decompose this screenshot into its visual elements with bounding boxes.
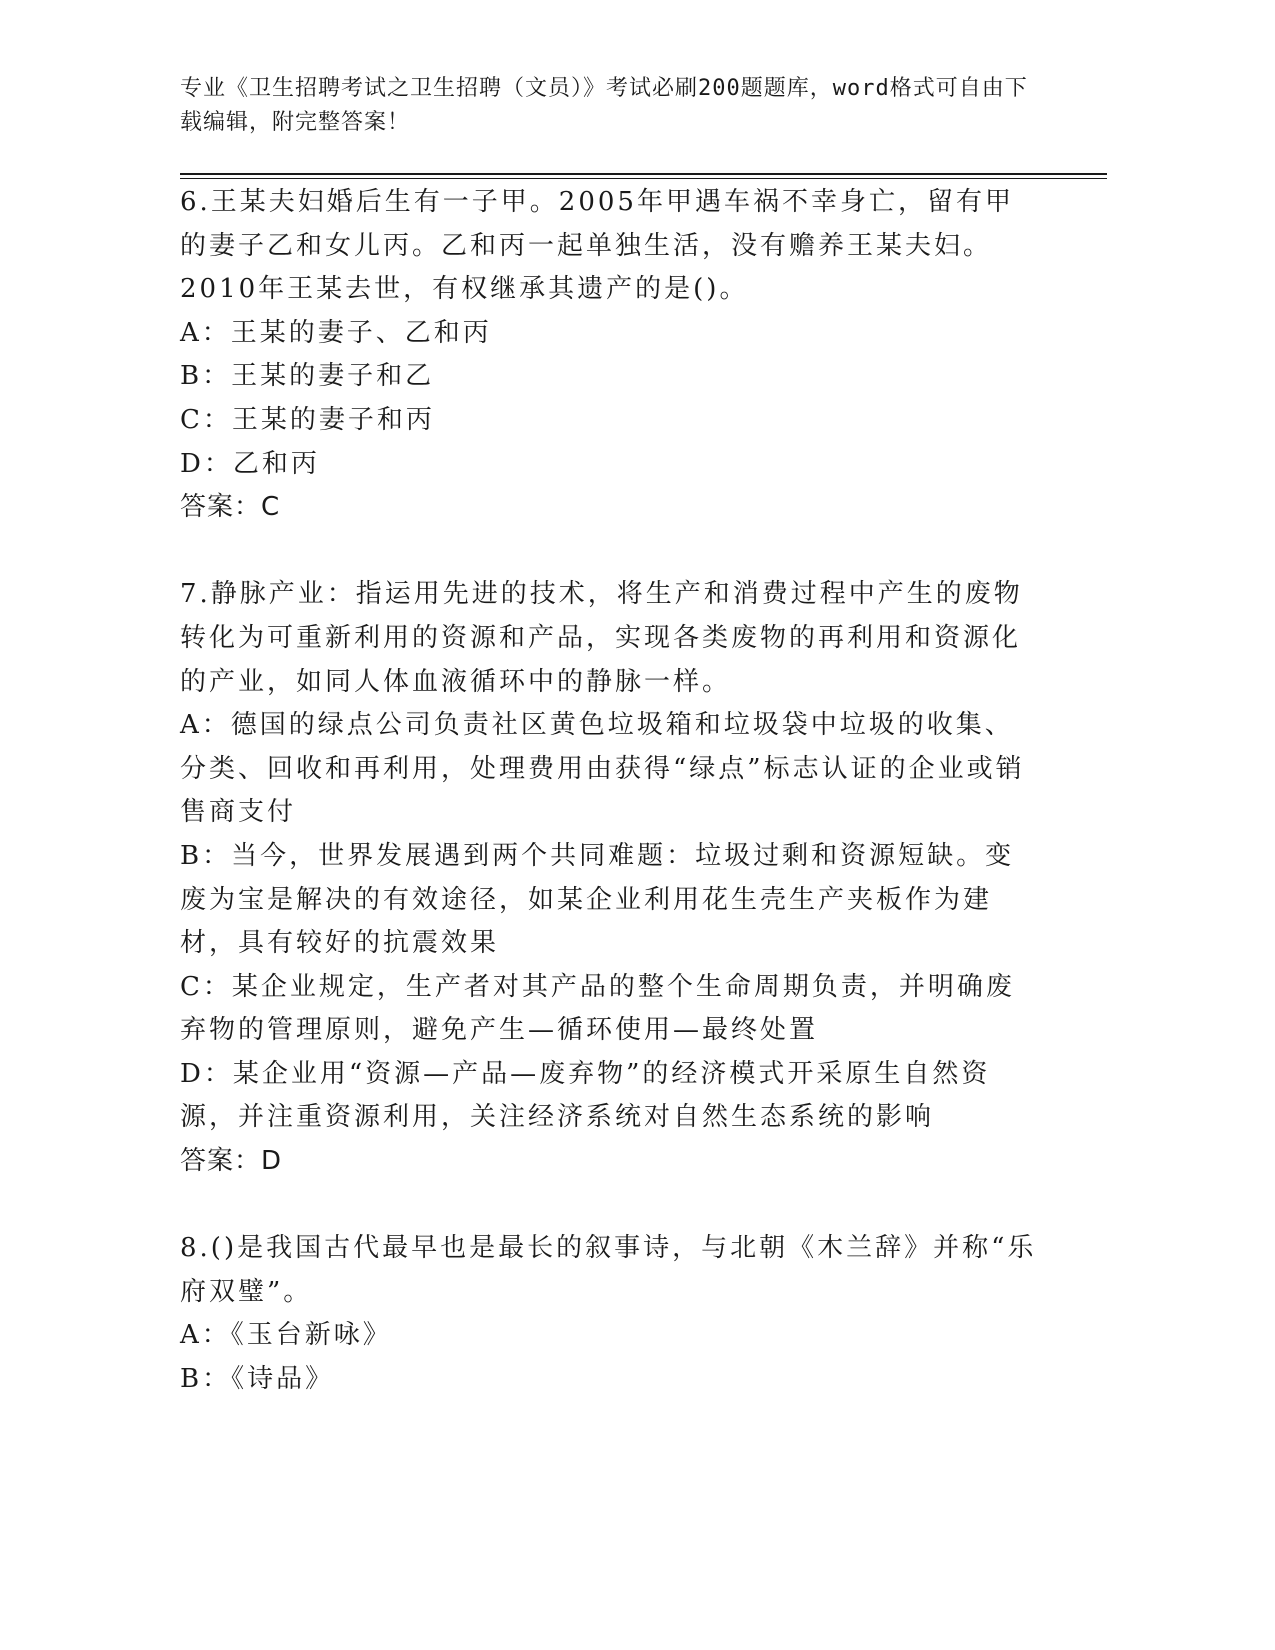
question-stem: 6.王某夫妇婚后生有一子甲。2005年甲遇车祸不幸身亡，留有甲的妻子乙和女儿丙。乙和丙一起单独生活，没有赡养王某夫妇。2010年王某去世，有权继承其遗产的是()。 bbox=[180, 187, 1014, 305]
question-stem: 7.静脉产业：指运用先进的技术，将生产和消费过程中产生的废物转化为可重新利用的资源和产品，实现各类废物的再利用和资源化的产业，如同人体血液循环中的静脉一样。 bbox=[180, 579, 1023, 697]
option-b: B：《诗品》 bbox=[180, 1364, 335, 1395]
option-b: B：当今，世界发展遇到两个共同难题：垃圾过剩和资源短缺。变废为宝是解决的有效途径，如某企业利用花生壳生产夹板作为建材，具有较好的抗震效果 bbox=[180, 840, 1015, 959]
option-c: C：某企业规定，生产者对其产品的整个生命周期负责，并明确废弃物的管理原则，避免产生—循环使用—最终处置 bbox=[180, 971, 1015, 1046]
question-spacer bbox=[180, 1184, 1040, 1228]
question-stem: 8.()是我国古代最早也是最长的叙事诗，与北朝《木兰辞》并称“乐府双璧”。 bbox=[180, 1233, 1037, 1307]
option-c: C：王某的妻子和丙 bbox=[180, 404, 435, 435]
question-6 bbox=[180, 181, 1040, 530]
answer-line: 答案：D bbox=[180, 1146, 283, 1177]
question-7 bbox=[180, 573, 1040, 1183]
option-a: A：德国的绿点公司负责社区黄色垃圾箱和垃圾袋中垃圾的收集、分类、回收和再利用，处理费用由获得“绿点”标志认证的企业或销售商支付 bbox=[180, 710, 1025, 828]
header-rule-thick bbox=[180, 173, 1107, 175]
option-d: D：乙和丙 bbox=[180, 448, 320, 479]
question-8 bbox=[180, 1227, 1040, 1401]
question-spacer bbox=[180, 530, 1040, 574]
header-rule-thin bbox=[180, 178, 1107, 179]
option-b: B：王某的妻子和乙 bbox=[180, 361, 435, 392]
option-a: A：《玉台新咏》 bbox=[180, 1320, 392, 1351]
document-header: 专业《卫生招聘考试之卫生招聘（文员）》考试必刷200题题库，word格式可自由下载编辑，附完整答案！ bbox=[180, 76, 1028, 135]
answer-line: 答案：C bbox=[180, 492, 281, 523]
option-a: A：王某的妻子、乙和丙 bbox=[180, 317, 492, 348]
question-list bbox=[180, 181, 1040, 1402]
option-d: D：某企业用“资源—产品—废弃物”的经济模式开采原生自然资源，并注重资源利用，关注经济系统对自然生态系统的影响 bbox=[180, 1058, 991, 1133]
